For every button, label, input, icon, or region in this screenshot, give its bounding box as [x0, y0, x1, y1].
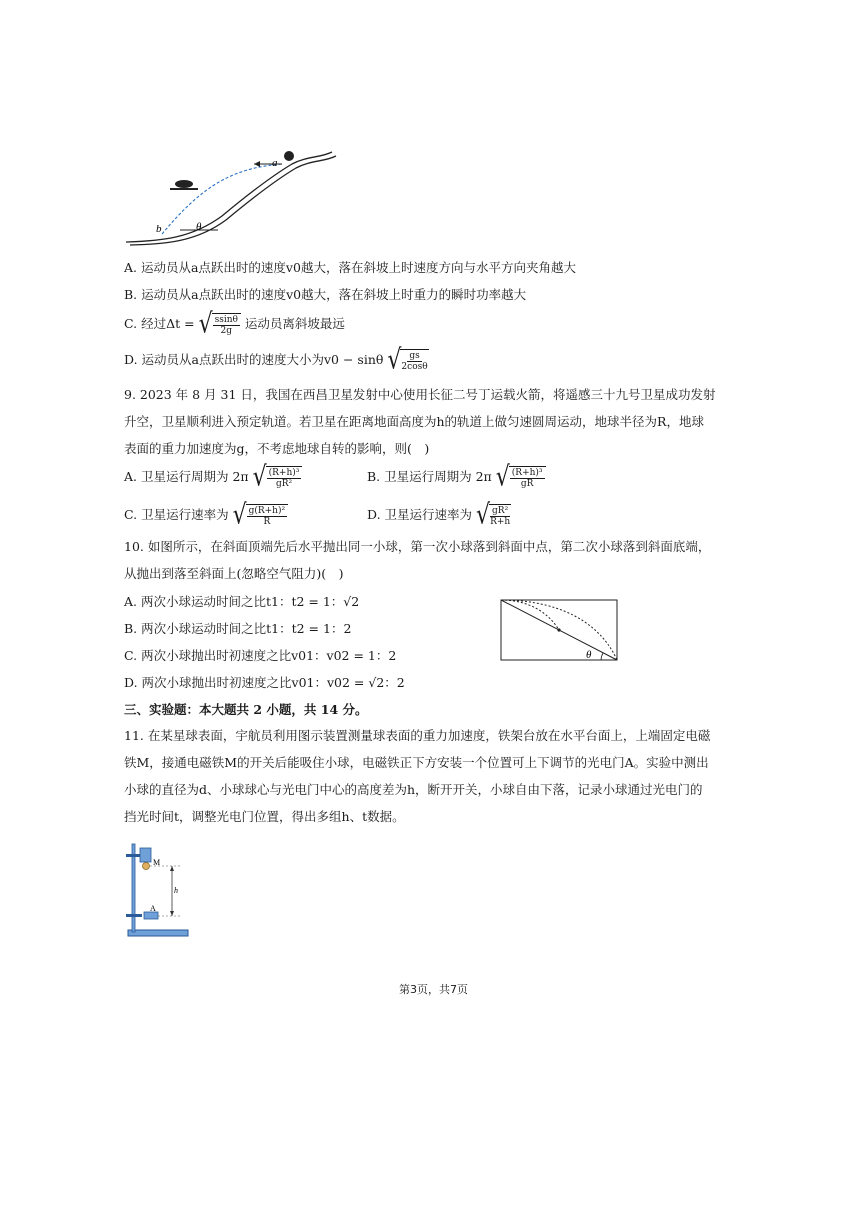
q9-c-prefix: C. 卫星运行速率为	[124, 507, 229, 522]
q8-d-frac-num: gs	[409, 351, 420, 361]
q9-line-3: 表面的重力加速度为g，不考虑地球自转的影响，则( )	[124, 441, 430, 456]
ski-label-b: b	[156, 223, 162, 235]
q9-option-a: A. 卫星运行周期为 2π √ $\frac{\text{(R+h)³}}{\text{gR²}}$	[124, 466, 302, 489]
q8-c-frac-den: 2g	[220, 326, 233, 336]
q10-line-1: 10. 如图所示，在斜面顶端先后水平抛出同一小球，第一次小球落到斜面中点，第二次小球落到斜面底端，	[124, 539, 711, 554]
incline-theta-label: θ	[586, 649, 592, 661]
q9-b-prefix: B. 卫星运行周期为 2π	[367, 469, 492, 484]
ski-jump-figure	[122, 146, 338, 246]
q9-b-num: (R+h)³	[511, 468, 543, 478]
q8-option-c-prefix: C. 经过Δt =	[124, 316, 195, 331]
q9-line-2: 升空，卫星顺利进入预定轨道。若卫星在距离地面高度为h的轨道上做匀速圆周运动，地球半径为R，地球	[124, 414, 704, 429]
q8-option-b: B. 运动员从a点跃出时的速度v0越大，落在斜坡上时重力的瞬时功率越大	[124, 287, 527, 302]
q10-option-a: A. 两次小球运动时间之比t1：t2 = 1：√2	[124, 594, 360, 609]
q8-option-d-prefix: D. 运动员从a点跃出时的速度大小为v0 − sinθ	[124, 352, 384, 367]
q9-a-den: gR²	[275, 479, 293, 489]
q8-c-frac-num: ssinθ	[214, 315, 238, 325]
q11-line-4: 挡光时间t，调整光电门位置，得出多组h、t数据。	[124, 809, 405, 824]
q10-option-c: C. 两次小球抛出时初速度之比v01：v02 = 1：2	[124, 648, 397, 663]
q9-c-den: R	[263, 517, 271, 527]
q9-option-c: C. 卫星运行速率为 √ $\frac{\text{g(R+h)²}}{R}$	[124, 504, 288, 527]
q9-option-d: D. 卫星运行速率为 √ $\frac{\text{gR²}}{R+h}$	[367, 499, 511, 531]
q9-line-1: 9. 2023 年 8 月 31 日，我国在西昌卫星发射中心使用长征二号丁运载火箭，将遥感三十九号卫星成功发射	[124, 387, 716, 402]
q9-option-b: B. 卫星运行周期为 2π √ $\frac{\text{(R+h)³}}{gR}$	[367, 466, 546, 489]
q9-d-prefix: D. 卫星运行速率为	[367, 507, 473, 522]
ski-label-a: a	[272, 157, 278, 169]
incline-figure	[498, 598, 620, 662]
q10-option-b: B. 两次小球运动时间之比t1：t2 = 1：2	[124, 621, 352, 636]
apparatus-figure	[122, 840, 194, 940]
q11-line-3: 小球的直径为d、小球球心与光电门中心的高度差为h，断开开关，小球自由下落，记录小球通过光电门的	[124, 782, 703, 797]
q8-option-c-suffix: 运动员离斜坡最远	[244, 316, 345, 331]
page-footer: 第3页，共7页	[399, 983, 468, 996]
q8-option-d: D. 运动员从a点跃出时的速度大小为v0 − sinθ √ $\frac{gs}{2\cos\theta}$	[124, 344, 428, 376]
q11-line-2: 铁M，接通电磁铁M的开关后能吸住小球，电磁铁正下方安装一个位置可上下调节的光电门A。实验中测出	[124, 755, 709, 770]
apparatus-label-a: A	[150, 904, 156, 913]
q8-option-c: C. 经过Δt = √ $\frac{ssin\theta}{2g}$ 运动员离斜坡最远	[124, 308, 345, 340]
q9-b-den: gR	[520, 479, 534, 489]
section-3-heading: 三、实验题：本大题共 2 小题，共 14 分。	[124, 702, 368, 717]
ski-label-theta: θ	[196, 221, 202, 233]
q9-a-prefix: A. 卫星运行周期为 2π	[124, 469, 249, 484]
q9-d-num: gR²	[492, 506, 509, 516]
q11-line-1: 11. 在某星球表面，宇航员利用图示装置测量球表面的重力加速度，铁架台放在水平台面上，上端固定电磁	[124, 728, 711, 743]
q9-d-den: R+h	[490, 517, 511, 527]
q8-option-a: A. 运动员从a点跃出时的速度v0越大，落在斜坡上时速度方向与水平方向夹角越大	[124, 260, 576, 275]
apparatus-label-h: h	[174, 886, 178, 895]
apparatus-label-m: M	[153, 858, 161, 867]
q8-d-frac-den: 2cosθ	[401, 362, 428, 372]
q10-option-d: D. 两次小球抛出时初速度之比v01：v02 = √2：2	[124, 675, 405, 690]
q9-c-num: g(R+h)²	[248, 506, 286, 516]
q9-a-num: (R+h)³	[268, 468, 300, 478]
q10-line-2: 从抛出到落至斜面上(忽略空气阻力)( )	[124, 566, 344, 581]
